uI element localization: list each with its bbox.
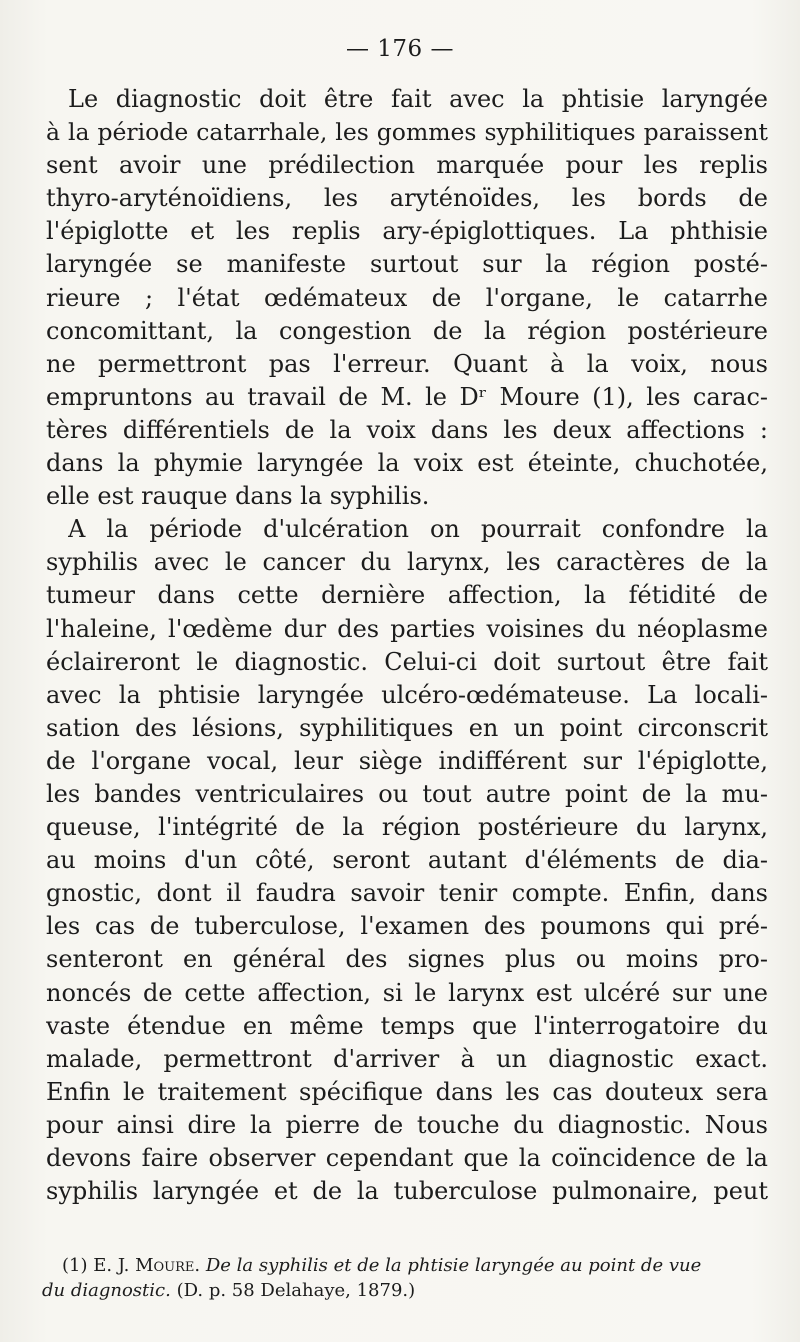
page-number: — 176 — — [345, 36, 455, 62]
text-line: laryngée se manifeste surtout sur la région posté- — [46, 250, 768, 279]
text-line: thyro-aryténoïdiens, les aryténoïdes, les bords de — [46, 184, 768, 213]
text-line: Enfin le traitement spécifique dans les cas douteux sera — [46, 1077, 768, 1106]
text-line: vaste étendue en même temps que l'interrogatoire du — [46, 1011, 768, 1040]
text-line: au moins d'un côté, seront autant d'éléments de dia- — [46, 846, 768, 875]
footnote — [42, 1253, 764, 1303]
footnote-title-part2: du diagnostic. — [42, 1280, 171, 1301]
text-line: elle est rauque dans la syphilis. — [46, 482, 430, 511]
text-line: ne permettront pas l'erreur. Quant à la voix, nous — [46, 349, 768, 378]
footnote-publication: (D. p. 58 Delahaye, 1879.) — [176, 1280, 416, 1301]
footnote-author: E. J. Moure. — [93, 1255, 201, 1276]
text-line: dans la phymie laryngée la voix est éteinte, chuchotée, — [46, 449, 768, 478]
text-line: sent avoir une prédilection marquée pour les replis — [46, 151, 768, 180]
footnote-line-1 — [42, 1253, 764, 1278]
text-line: de l'organe vocal, leur siège indifférent sur l'épiglotte, — [46, 746, 768, 775]
text-line: à la période catarrhale, les gommes syphilitiques paraissent — [46, 118, 768, 147]
text-line: syphilis avec le cancer du larynx, les caractères de la — [46, 548, 768, 577]
text-line: devons faire observer cependant que la coïncidence de la — [46, 1144, 768, 1172]
text-line: Le diagnostic doit être fait avec la phtisie laryngée — [68, 85, 768, 113]
text-line: avec la phtisie laryngée ulcéro-œdémateuse. La locali- — [46, 680, 768, 709]
footnote-line-2 — [42, 1278, 764, 1303]
text-line: les bandes ventriculaires ou tout autre point de la mu- — [46, 779, 768, 808]
footnote-marker: (1) — [62, 1255, 88, 1276]
text-line: senteront en général des signes plus ou moins pro- — [46, 945, 768, 974]
text-line: les cas de tuberculose, l'examen des poumons qui pré- — [46, 912, 768, 941]
text-line: concomittant, la congestion de la région postérieure — [46, 316, 768, 345]
text-line: l'haleine, l'œdème dur des parties voisines du néoplasme — [46, 614, 768, 643]
footnote-title-part1: De la syphilis et de la phtisie laryngée au point de vue — [205, 1255, 702, 1276]
text-line: queuse, l'intégrité de la région postérieure du larynx, — [46, 813, 768, 842]
text-line: l'épiglotte et les replis ary-épiglottiques. La phthisie — [46, 217, 768, 246]
text-line: gnostic, dont il faudra savoir tenir compte. Enfin, dans — [46, 879, 768, 908]
text-line: empruntons au travail de M. le Dʳ Moure (1), les carac- — [46, 382, 768, 411]
text-line: malade, permettront d'arriver à un diagnostic exact. — [46, 1044, 768, 1073]
text-line: tumeur dans cette dernière affection, la fétidité de — [46, 581, 768, 610]
text-line: pour ainsi dire la pierre de touche du diagnostic. Nous — [46, 1110, 768, 1139]
text-line: noncés de cette affection, si le larynx est ulcéré sur une — [46, 978, 768, 1007]
text-line: sation des lésions, syphilitiques en un point circonscrit — [46, 713, 768, 742]
text-line: A la période d'ulcération on pourrait confondre la — [68, 515, 768, 544]
body-text — [46, 83, 768, 1208]
text-line: tères différentiels de la voix dans les deux affections : — [46, 415, 768, 444]
text-line: rieure ; l'état œdémateux de l'organe, le catarrhe — [46, 283, 768, 312]
text-line: éclaireront le diagnostic. Celui-ci doit surtout être fait — [46, 647, 768, 676]
text-line: syphilis laryngée et de la tuberculose pulmonaire, peut — [46, 1177, 768, 1206]
